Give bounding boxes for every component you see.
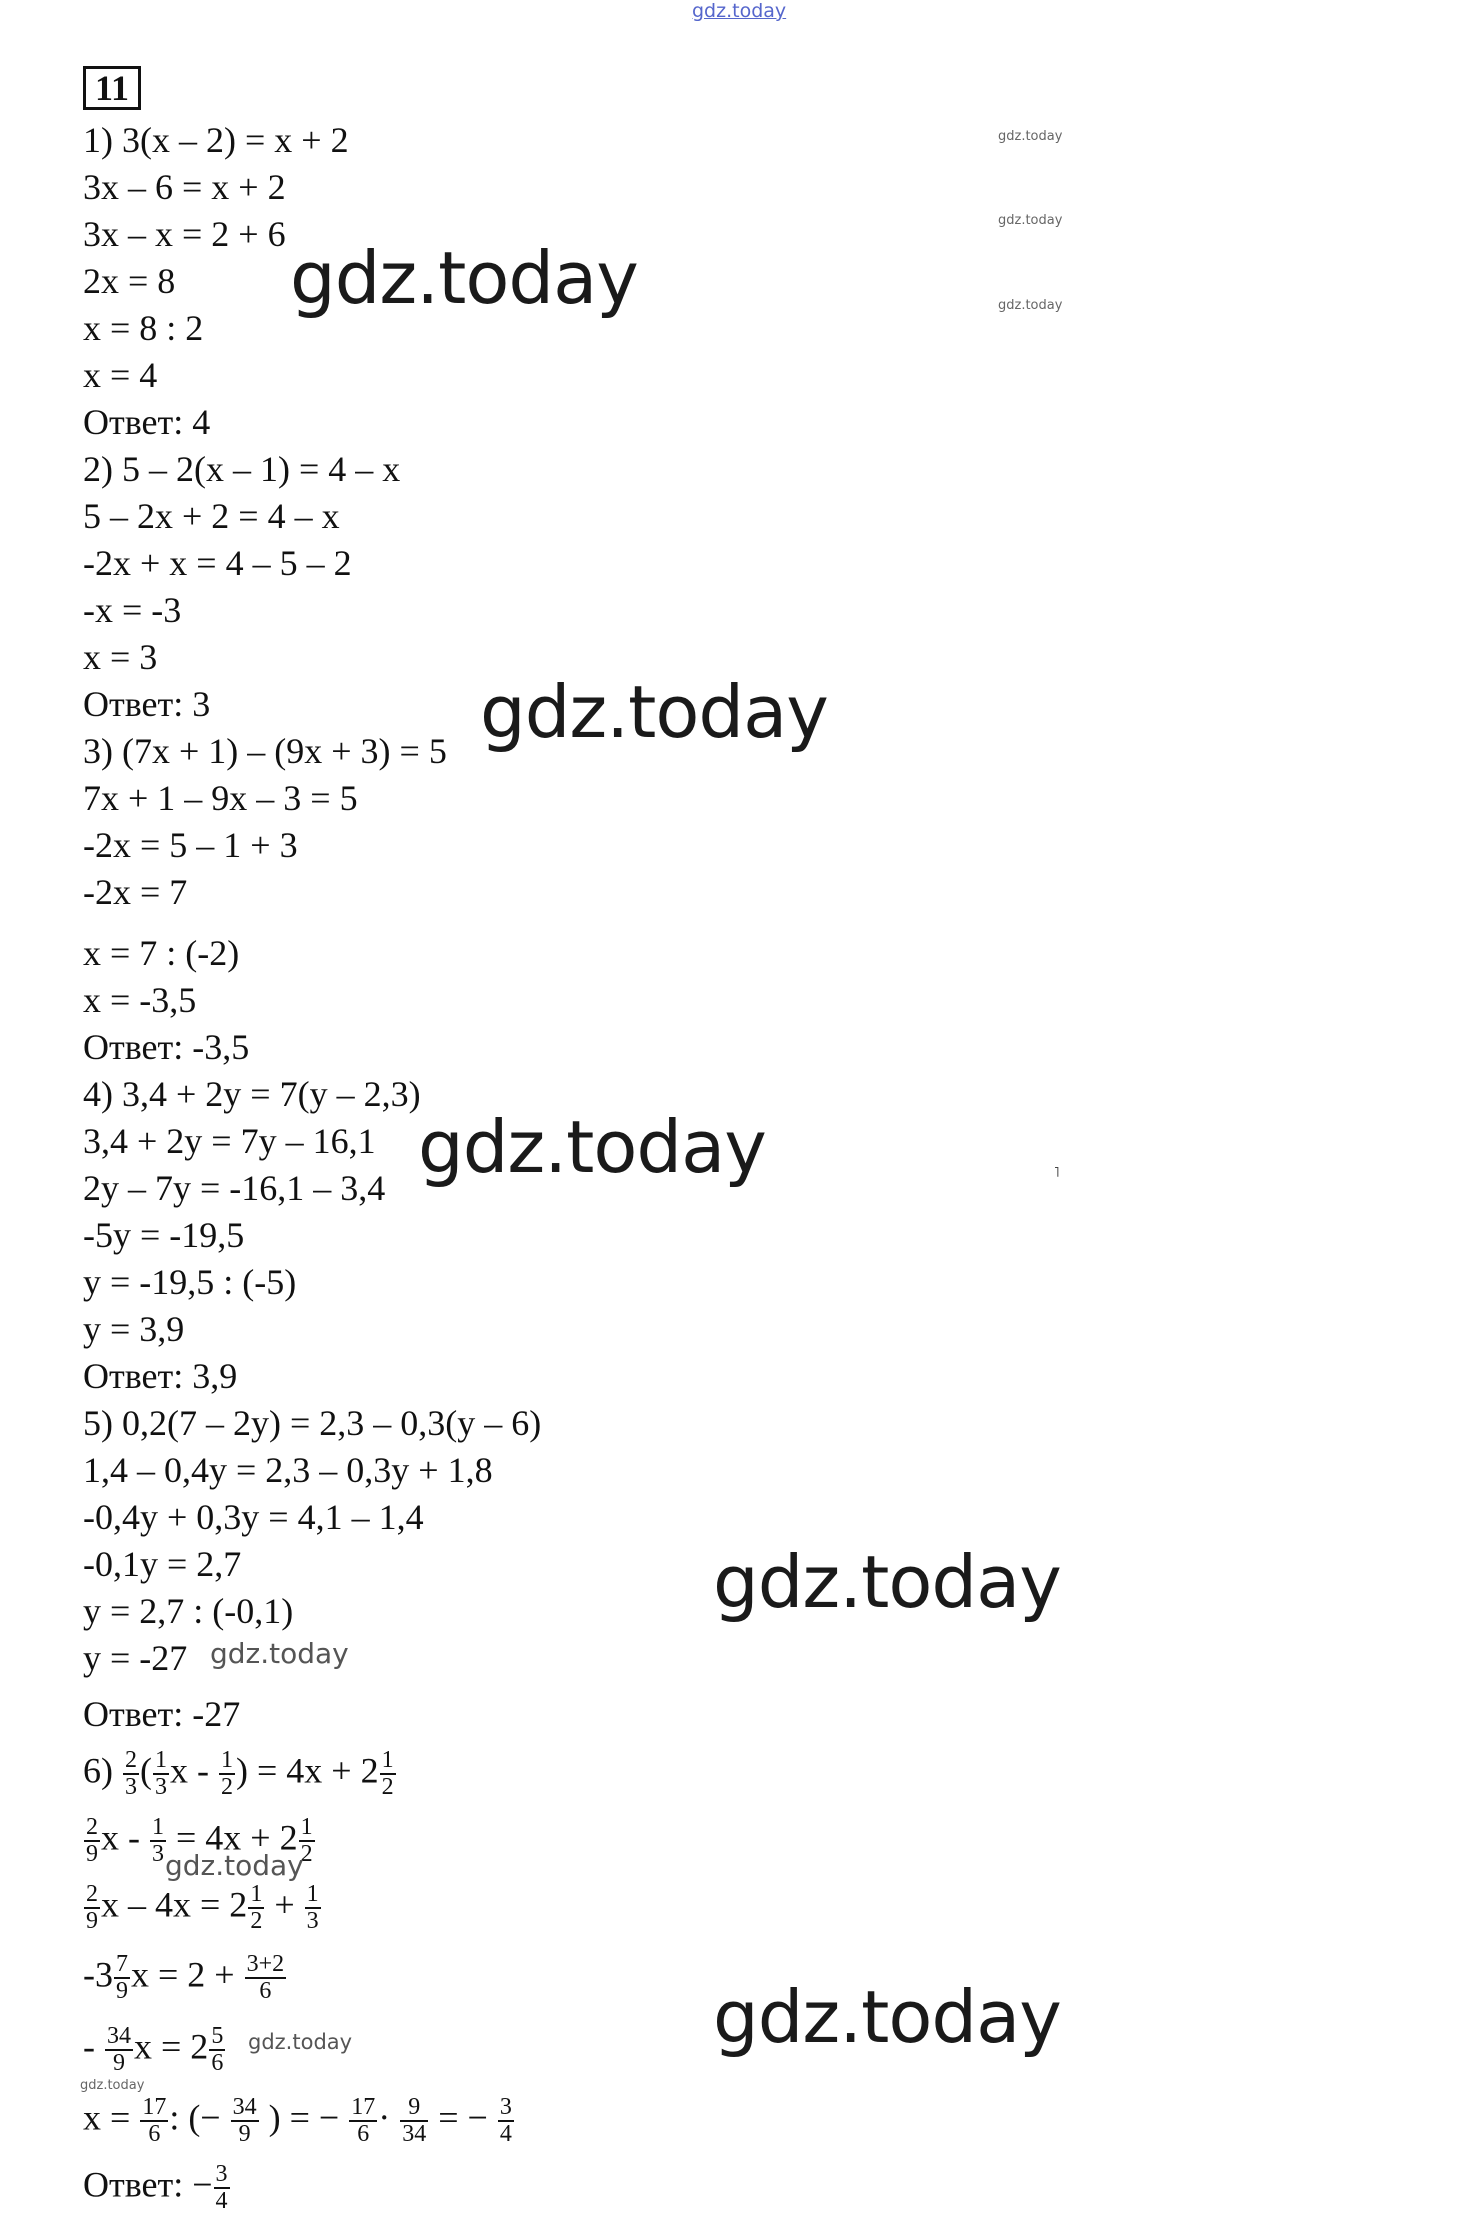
eq6-line-3: $\frac{2}{9}$ x – 4x = 2 $\frac{1}{2}$ + $\frac{1}{3}$ — [86, 1881, 319, 1934]
eq6-line-2: $\frac{2}{9}$ x - $\frac{1}{3}$ = 4x + 2 $\frac{1}{2}$ — [86, 1814, 313, 1867]
fraction: $\frac{34}{9}$ — [232, 2094, 257, 2147]
eq6-line-1: 6) $\frac{2}{3}$ ( $\frac{1}{3}$ x - $\frac{1}{2}$ ) = 4x + 2 $\frac{1}{2}$ — [83, 1747, 394, 1800]
solution-line: 1) 3(x – 2) = x + 2 — [83, 120, 349, 160]
solution-line: 3,4 + 2y = 7y – 16,1 — [83, 1121, 376, 1161]
solution-line: 3x – 6 = x + 2 — [83, 167, 286, 207]
fraction: $\frac{1}{3}$ — [306, 1881, 319, 1934]
eq6-line-5: - $\frac{34}{9}$ x = 2 $\frac{5}{6}$ — [83, 2023, 224, 2076]
fraction: $\frac{1}{2}$ — [300, 1814, 313, 1867]
watermark: gdz.today — [248, 2030, 353, 2054]
solution-line: x = 3 — [83, 637, 158, 677]
fraction: $\frac{1}{2}$ — [381, 1747, 394, 1800]
solution-line: 3) (7x + 1) – (9x + 3) = 5 — [83, 731, 447, 771]
fraction: $\frac{17}{6}$ — [142, 2094, 167, 2147]
fraction: $\frac{3}{4}$ — [215, 2161, 228, 2214]
watermark: gdz.today — [998, 213, 1063, 228]
solution-line: 2y – 7y = -16,1 – 3,4 — [83, 1168, 386, 1208]
answer-line: Ответ: -27 — [83, 1694, 241, 1734]
solution-line: -0,4y + 0,3y = 4,1 – 1,4 — [83, 1497, 424, 1537]
task-number-box: 11 — [83, 66, 141, 110]
solution-line: 5 – 2x + 2 = 4 – x — [83, 496, 340, 536]
eq6-answer-line: Ответ: − $\frac{3}{4}$ — [83, 2161, 228, 2214]
fraction: $\frac{5}{6}$ — [211, 2023, 224, 2076]
fraction: $\frac{17}{6}$ — [351, 2094, 376, 2147]
watermark: gdz.today — [290, 236, 638, 320]
fraction: $\frac{9}{34}$ — [402, 2094, 427, 2147]
solution-line: 3x – x = 2 + 6 — [83, 214, 286, 254]
solution-line: -5y = -19,5 — [83, 1215, 245, 1255]
answer-line: Ответ: 4 — [83, 402, 211, 442]
solution-line: -2x + x = 4 – 5 – 2 — [83, 543, 352, 583]
fraction: $\frac{1}{2}$ — [250, 1881, 263, 1934]
fraction: $\frac{3+2}{6}$ — [246, 1951, 285, 2004]
fraction: $\frac{1}{2}$ — [221, 1747, 233, 1800]
eq6-line-4: -3 $\frac{7}{9}$ x = 2 + $\frac{3+2}{6}$ — [83, 1951, 285, 2004]
solution-line: 7x + 1 – 9x – 3 = 5 — [83, 778, 358, 818]
solution-line: y = 2,7 : (-0,1) — [83, 1591, 294, 1631]
solution-line: -2x = 7 — [83, 872, 188, 912]
watermark: gdz.today — [998, 129, 1063, 144]
eq6-label: 6) — [83, 1750, 113, 1791]
watermark: gdz.today — [713, 1540, 1061, 1624]
fraction: $\frac{1}{3}$ — [152, 1814, 164, 1867]
fraction: $\frac{2}{3}$ — [125, 1747, 137, 1800]
header-watermark: gdz.today — [692, 0, 787, 22]
stray-mark: ˥ — [1054, 1166, 1060, 1181]
fraction: $\frac{3}{4}$ — [499, 2094, 512, 2147]
solution-line: -x = -3 — [83, 590, 182, 630]
solution-line: 2x = 8 — [83, 261, 176, 301]
fraction: $\frac{1}{3}$ — [155, 1747, 167, 1800]
solution-line: x = 7 : (-2) — [83, 933, 240, 973]
watermark: gdz.today — [713, 1975, 1061, 2059]
watermark: gdz.today — [165, 1849, 304, 1882]
watermark: gdz.today — [80, 2078, 145, 2093]
solution-line: -2x = 5 – 1 + 3 — [83, 825, 298, 865]
solution-line: -0,1y = 2,7 — [83, 1544, 242, 1584]
fraction: $\frac{2}{9}$ — [86, 1814, 98, 1867]
fraction: $\frac{7}{9}$ — [116, 1951, 128, 2004]
solution-line: 1,4 – 0,4y = 2,3 – 0,3y + 1,8 — [83, 1450, 493, 1490]
answer-line: Ответ: 3,9 — [83, 1356, 238, 1396]
watermark: gdz.today — [480, 670, 828, 754]
solution-line: x = 8 : 2 — [83, 308, 204, 348]
eq6-line-6: x = $\frac{17}{6}$ : (− $\frac{34}{9}$ ) = − $\frac{17}{6}$ · $\frac{9}{34}$ = − $\frac{3}{4}$ — [83, 2094, 512, 2147]
solution-line: y = 3,9 — [83, 1309, 185, 1349]
solution-line: y = -19,5 : (-5) — [83, 1262, 297, 1302]
answer-line: Ответ: 3 — [83, 684, 211, 724]
fraction: $\frac{2}{9}$ — [86, 1881, 98, 1934]
watermark: gdz.today — [210, 1637, 349, 1670]
solution-line: x = -3,5 — [83, 980, 197, 1020]
solution-line: x = 4 — [83, 355, 158, 395]
watermark: gdz.today — [998, 298, 1063, 313]
fraction: $\frac{34}{9}$ — [107, 2023, 131, 2076]
watermark: gdz.today — [418, 1105, 766, 1189]
solution-line: y = -27 — [83, 1638, 188, 1678]
answer-line: Ответ: -3,5 — [83, 1027, 250, 1067]
solution-line: 4) 3,4 + 2y = 7(y – 2,3) — [83, 1074, 421, 1114]
solution-line: 5) 0,2(7 – 2y) = 2,3 – 0,3(y – 6) — [83, 1403, 542, 1443]
solution-line: 2) 5 – 2(x – 1) = 4 – x — [83, 449, 401, 489]
